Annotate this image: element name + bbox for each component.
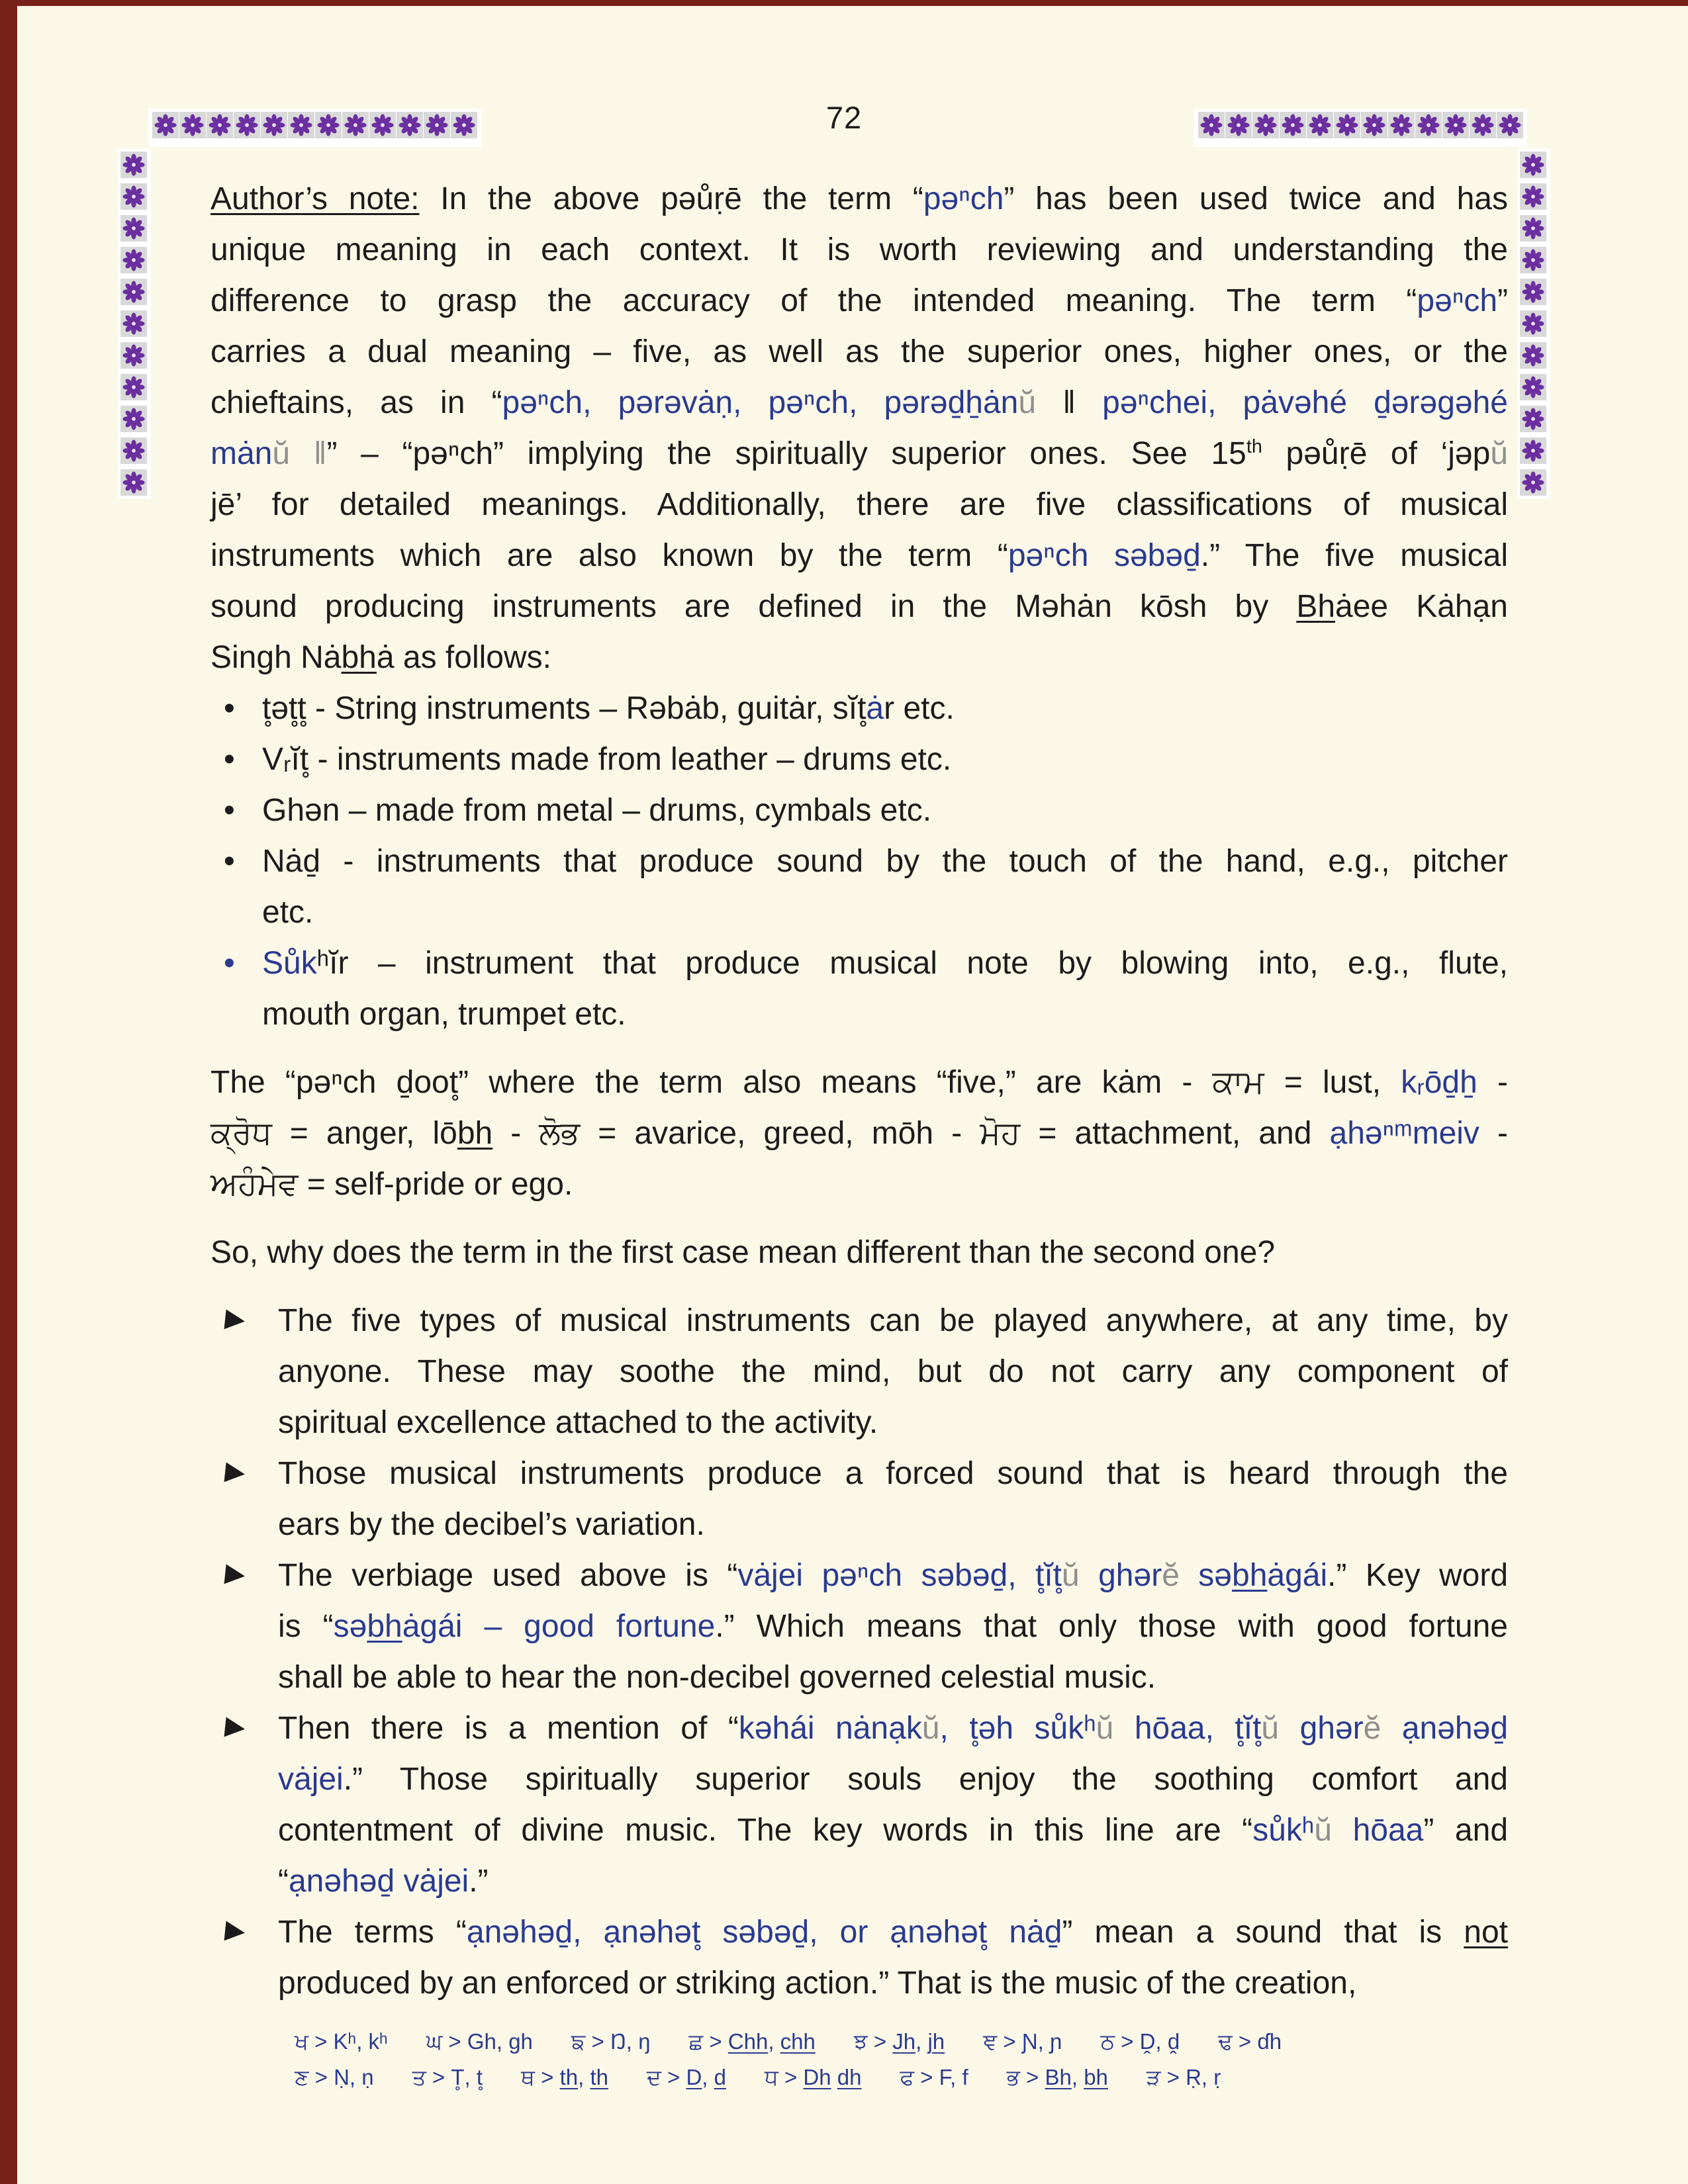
text-segment: ੜ > Ṛ, ṛ bbox=[1146, 2065, 1221, 2089]
transliteration-cell bbox=[426, 2024, 533, 2060]
flower-ornament-icon bbox=[1309, 114, 1331, 136]
text-segment: Vᵣĭt̥ - instruments made from leather – drums etc. bbox=[262, 742, 952, 777]
flower-ornament bbox=[1520, 342, 1546, 369]
transliteration-cell bbox=[900, 2060, 968, 2095]
text-segment: - bbox=[1479, 1116, 1508, 1151]
transliteration-cell bbox=[983, 2024, 1062, 2060]
flower-ornament-icon bbox=[1522, 185, 1544, 208]
flower-ornament-icon bbox=[1522, 249, 1544, 271]
transliteration-cell bbox=[765, 2060, 861, 2095]
text-segment: etc. bbox=[262, 895, 314, 930]
transliteration-cell bbox=[295, 2024, 388, 2060]
text-segment: Then there is a mention of “ bbox=[278, 1711, 739, 1746]
text-line bbox=[211, 1397, 1508, 1448]
flower-ornament-icon bbox=[426, 114, 448, 136]
text-segment: ghər bbox=[1279, 1711, 1364, 1746]
text-segment: ʰĭr – instrument that produce musical note by blowing into, e.g., flute, bbox=[316, 946, 1508, 981]
text-segment: Author’s note: bbox=[211, 181, 420, 216]
text-line bbox=[211, 377, 1508, 428]
transliteration-cell bbox=[1007, 2060, 1108, 2095]
flower-ornament bbox=[1334, 112, 1360, 138]
text-line bbox=[211, 632, 1508, 683]
text-segment: The terms “ bbox=[278, 1915, 467, 1950]
text-line bbox=[211, 479, 1508, 530]
flower-ornament-icon bbox=[209, 114, 231, 136]
text-segment: ” – “pəⁿch” implying the spiritually superior ones. See 15 bbox=[326, 436, 1246, 471]
transliteration-cell bbox=[571, 2024, 651, 2060]
text-segment: - ਲੋਭ = avarice, greed, mōh - ਮੋਹ = attachment, and bbox=[492, 1116, 1330, 1151]
flower-ornament bbox=[288, 112, 314, 138]
text-segment: pəⁿchei, pȧvəhé ḏərəgəhé bbox=[1102, 385, 1508, 420]
text-segment: ਞ > Ɲ, ɲ bbox=[983, 2029, 1062, 2054]
flower-ornament-icon bbox=[1522, 281, 1544, 303]
text-segment: sə bbox=[333, 1609, 367, 1644]
text-line bbox=[211, 1227, 1508, 1278]
text-segment: ŭ bbox=[921, 1711, 940, 1746]
flower-ornament-icon bbox=[399, 114, 421, 136]
flower-ornament-icon bbox=[344, 114, 367, 136]
transliteration-cell bbox=[854, 2024, 945, 2060]
text-segment: Chh bbox=[727, 2029, 769, 2054]
text-segment: pəⁿch bbox=[1417, 283, 1498, 318]
flower-ornament-icon bbox=[1472, 114, 1494, 136]
flower-ornament-icon bbox=[1522, 408, 1544, 430]
list-item bbox=[211, 1907, 1508, 1958]
list-item bbox=[211, 1703, 1508, 1754]
list-item bbox=[211, 1550, 1508, 1601]
flower-ornament-icon bbox=[122, 281, 145, 303]
text-line bbox=[211, 1805, 1508, 1856]
arrow-bullet-icon bbox=[224, 1717, 246, 1739]
text-segment: ạnəhəḏ vȧjei bbox=[288, 1864, 469, 1899]
text-line bbox=[211, 275, 1508, 326]
flower-ornament bbox=[179, 112, 206, 138]
text-segment: hōaa bbox=[1332, 1813, 1424, 1848]
page-number: 72 bbox=[825, 100, 863, 135]
flower-ornament-icon bbox=[1282, 114, 1304, 136]
text-segment: th bbox=[559, 2065, 579, 2089]
flower-ornament-icon bbox=[1522, 439, 1544, 462]
transliteration-row bbox=[295, 2060, 1460, 2095]
text-line bbox=[211, 1499, 1508, 1550]
text-line bbox=[211, 530, 1508, 581]
flower-ornament-icon bbox=[122, 217, 145, 240]
text-segment: ĕ bbox=[1363, 1711, 1382, 1746]
text-line bbox=[211, 1108, 1508, 1159]
text-line bbox=[211, 1652, 1508, 1703]
transliteration-cell bbox=[1100, 2024, 1180, 2060]
flower-ornament-icon bbox=[122, 344, 145, 367]
text-segment: , bbox=[915, 2029, 928, 2054]
text-segment: ạnəhəḏ, ạnəhət̥ səbəḏ, or ạnəhət̥ nȧḏ bbox=[466, 1915, 1062, 1950]
text-segment: ਘ > Gh, gh bbox=[426, 2029, 533, 2054]
text-segment: Dh bbox=[803, 2065, 831, 2089]
flower-ornament bbox=[1361, 112, 1387, 138]
bullet-icon: • bbox=[224, 742, 235, 777]
flower-ornament-icon bbox=[1390, 114, 1413, 136]
text-segment: .” Those spiritually superior souls enjoy the soothing comfort and bbox=[343, 1762, 1508, 1797]
flower-ornament bbox=[1252, 112, 1279, 138]
text-segment: ŭ ‖ bbox=[272, 436, 327, 471]
text-segment: ‖ bbox=[1036, 385, 1103, 420]
text-segment: ਕ੍ਰੋਧ = anger, lō bbox=[211, 1116, 457, 1151]
text-segment: So, why does the term in the first case mean different than the second one? bbox=[211, 1235, 1276, 1270]
text-segment: pəⁿch səbəḏ bbox=[1008, 538, 1201, 573]
flower-ornament-icon bbox=[1444, 114, 1467, 136]
text-segment: carries a dual meaning – five, as well as the superior ones, higher ones, or the bbox=[211, 334, 1508, 369]
text-line bbox=[211, 1958, 1508, 2009]
text-segment: spiritual excellence attached to the activity. bbox=[278, 1405, 878, 1440]
flower-ornament-icon bbox=[122, 376, 145, 398]
flower-ornament bbox=[397, 112, 423, 138]
text-segment: .” Which means that only those with good fortune bbox=[715, 1609, 1508, 1644]
text-segment: jē’ for detailed meanings. Additionally, there are five classifications of musical bbox=[211, 487, 1508, 522]
flower-ornament bbox=[369, 112, 396, 138]
text-segment: Ghən – made from metal – drums, cymbals etc. bbox=[262, 793, 932, 828]
arrow-bullet-icon bbox=[224, 1565, 246, 1586]
text-segment: d bbox=[714, 2065, 726, 2089]
flower-ornament bbox=[1388, 112, 1415, 138]
text-segment: Jh bbox=[892, 2029, 916, 2054]
text-segment: Those musical instruments produce a forced sound that is heard through the bbox=[278, 1456, 1508, 1491]
flower-ornament bbox=[261, 112, 287, 138]
text-segment: ” has been used twice and has bbox=[1004, 181, 1509, 216]
text-segment: bh bbox=[367, 1609, 402, 1644]
text-segment: ȧ as follows: bbox=[376, 640, 551, 675]
text-segment: sůkʰ bbox=[1252, 1813, 1315, 1848]
text-line bbox=[211, 428, 1508, 479]
text-segment: hōaa, t̥ĭt̥ bbox=[1113, 1711, 1262, 1746]
text-segment: pəůṛē of ‘jəp bbox=[1262, 436, 1491, 471]
text-segment: ŭ bbox=[1314, 1813, 1333, 1848]
flower-ornament bbox=[1520, 310, 1546, 337]
transliteration-cell bbox=[689, 2024, 816, 2060]
text-segment: is “ bbox=[278, 1609, 334, 1644]
text-segment: , t̥əh sůkʰ bbox=[939, 1711, 1096, 1746]
flower-ornament bbox=[120, 279, 147, 305]
flower-ornament-icon bbox=[371, 114, 394, 136]
flower-ornament bbox=[1307, 112, 1333, 138]
text-line bbox=[211, 1346, 1508, 1397]
text-segment: ਤ > T̥, t̥ bbox=[412, 2065, 483, 2089]
flower-ornament bbox=[1442, 112, 1469, 138]
text-segment: The verbiage used above is “ bbox=[278, 1558, 738, 1593]
flower-ornament bbox=[120, 469, 147, 496]
flower-ornament bbox=[424, 112, 450, 138]
body-text bbox=[211, 173, 1508, 2009]
text-line bbox=[211, 173, 1508, 224]
text-segment: kəhái nȧnạk bbox=[738, 1711, 922, 1746]
arrow-bullet-icon bbox=[224, 1310, 246, 1332]
text-segment: .” bbox=[469, 1864, 489, 1899]
bullet-icon: • bbox=[224, 691, 235, 726]
flower-ornament bbox=[1225, 112, 1252, 138]
text-line bbox=[211, 581, 1508, 632]
flower-ornament-icon bbox=[1227, 114, 1250, 136]
text-segment: Nȧḏ - instruments that produce sound by the touch of the hand, e.g., pitcher bbox=[262, 844, 1508, 879]
text-segment: r etc. bbox=[884, 691, 955, 726]
bullet-icon: • bbox=[224, 946, 235, 981]
flower-ornament-icon bbox=[1522, 344, 1544, 367]
transliteration-row bbox=[295, 2024, 1460, 2060]
text-segment: sə bbox=[1179, 1558, 1232, 1593]
text-segment: “ bbox=[278, 1864, 289, 1899]
arrow-bullet-icon bbox=[224, 1921, 246, 1943]
text-segment: vȧjei bbox=[278, 1762, 344, 1797]
text-segment: th bbox=[1246, 436, 1262, 457]
text-line bbox=[211, 1601, 1508, 1652]
text-segment: ạhəⁿᵐmeiv bbox=[1329, 1116, 1479, 1151]
text-line bbox=[211, 224, 1508, 275]
text-segment: ” mean a sound that is bbox=[1062, 1915, 1464, 1950]
ornament-border-left bbox=[118, 148, 151, 499]
text-segment: ŭ bbox=[1261, 1711, 1280, 1746]
text-line bbox=[211, 1754, 1508, 1805]
text-line bbox=[211, 1856, 1508, 1907]
flower-ornament-icon bbox=[122, 471, 145, 494]
flower-ornament bbox=[152, 112, 179, 138]
flower-ornament bbox=[1198, 112, 1225, 138]
text-segment: ਢ > ɗh bbox=[1218, 2029, 1282, 2054]
text-segment: ȧee Kȧhạn bbox=[1335, 589, 1508, 624]
flower-ornament-icon bbox=[1254, 114, 1277, 136]
text-line bbox=[211, 989, 1508, 1040]
flower-ornament bbox=[120, 406, 147, 432]
text-segment: ŭ bbox=[1096, 1711, 1114, 1746]
text-segment: chieftains, as in “ bbox=[211, 385, 502, 420]
text-segment: ਭ > bbox=[1006, 2065, 1045, 2089]
flower-ornament bbox=[315, 112, 342, 138]
text-segment: - bbox=[1477, 1065, 1508, 1100]
flower-ornament bbox=[1520, 279, 1546, 305]
flower-ornament-icon bbox=[1417, 114, 1440, 136]
flower-ornament bbox=[120, 183, 147, 210]
list-item bbox=[211, 938, 1508, 989]
flower-ornament bbox=[120, 247, 147, 273]
transliteration-cell bbox=[647, 2060, 726, 2095]
text-segment: ਙ > Ŋ, ŋ bbox=[571, 2029, 651, 2054]
flower-ornament bbox=[1280, 112, 1306, 138]
text-segment: , bbox=[702, 2065, 714, 2089]
flower-ornament-icon bbox=[1522, 217, 1544, 240]
text-segment: The “pəⁿch ḏoot̥” where the term also means “five,” are kȧm - ਕਾਮ = lust, bbox=[211, 1065, 1401, 1100]
text-segment: bh bbox=[341, 640, 377, 675]
text-segment: chh bbox=[780, 2029, 816, 2054]
list-item bbox=[211, 734, 1508, 785]
text-segment: shall be able to hear the non-decibel governed celestial music. bbox=[278, 1660, 1156, 1695]
text-segment: ਣ > Ṇ, ṇ bbox=[295, 2065, 374, 2089]
text-segment: bh bbox=[1084, 2065, 1108, 2089]
flower-ornament bbox=[342, 112, 369, 138]
flower-ornament-icon bbox=[1363, 114, 1385, 136]
text-segment: ŭ bbox=[1018, 385, 1037, 420]
page-top-edge bbox=[0, 0, 1688, 6]
flower-ornament-icon bbox=[122, 154, 145, 176]
text-segment: not bbox=[1464, 1915, 1509, 1950]
transliteration-cell bbox=[521, 2060, 608, 2095]
flower-ornament-icon bbox=[263, 114, 285, 136]
text-segment: dh bbox=[837, 2065, 862, 2089]
text-segment: In the above pəůṛē the term “ bbox=[419, 181, 923, 216]
flower-ornament-icon bbox=[236, 114, 258, 136]
text-segment: ŭ bbox=[1490, 436, 1509, 471]
text-segment: ਦ > bbox=[646, 2065, 686, 2089]
list-item bbox=[211, 1295, 1508, 1346]
bullet-icon: • bbox=[224, 793, 235, 828]
transliteration-cell bbox=[1147, 2060, 1221, 2095]
text-segment: ਥ > bbox=[521, 2065, 560, 2089]
flower-ornament bbox=[120, 215, 147, 242]
text-segment: ਖ > Kʰ, kʰ bbox=[295, 2029, 388, 2054]
flower-ornament-icon bbox=[1499, 114, 1521, 136]
flower-ornament bbox=[1520, 406, 1546, 432]
flower-ornament-icon bbox=[1336, 114, 1358, 136]
transliteration-cell bbox=[412, 2060, 483, 2095]
flower-ornament-icon bbox=[122, 439, 145, 462]
text-segment: ਫ > F, f bbox=[900, 2065, 968, 2089]
list-item bbox=[211, 785, 1508, 836]
text-segment: unique meaning in each context. It is worth reviewing and understanding the bbox=[211, 232, 1508, 267]
text-segment: ਧ > bbox=[764, 2065, 804, 2089]
book-binding-edge bbox=[0, 0, 17, 2184]
text-segment: , bbox=[1071, 2065, 1084, 2089]
flower-ornament bbox=[1520, 152, 1546, 178]
text-line bbox=[211, 326, 1508, 377]
text-segment: ĕ bbox=[1162, 1558, 1180, 1593]
text-segment: ạnəhəḏ bbox=[1381, 1711, 1509, 1746]
text-segment: mȧn bbox=[211, 436, 273, 471]
flower-ornament-icon bbox=[453, 114, 475, 136]
text-segment: pəⁿch, pərəvȧṇ, pəⁿch, pərəḏẖȧn bbox=[502, 385, 1019, 420]
flower-ornament bbox=[207, 112, 233, 138]
flower-ornament-icon bbox=[122, 249, 145, 271]
flower-ornament bbox=[234, 112, 260, 138]
text-segment: ŭ bbox=[1062, 1558, 1080, 1593]
transliteration-cell bbox=[1218, 2024, 1282, 2060]
flower-ornament bbox=[1470, 112, 1496, 138]
text-segment: Bh bbox=[1045, 2065, 1072, 2089]
text-segment: t̥ət̥t̥ - String instruments – Rəbȧb, guitȧr, sĭt̥ bbox=[262, 691, 867, 726]
text-segment: th bbox=[590, 2065, 608, 2089]
text-segment: bh bbox=[1232, 1558, 1268, 1593]
text-segment: ȧ bbox=[866, 691, 884, 726]
flower-ornament bbox=[1415, 112, 1442, 138]
text-segment: bh bbox=[457, 1116, 493, 1151]
ornament-border-top-left bbox=[148, 109, 481, 147]
text-segment: difference to grasp the accuracy of the intended meaning. The term “ bbox=[211, 283, 1417, 318]
text-line bbox=[211, 887, 1508, 938]
text-segment: kᵣōḏẖ bbox=[1401, 1065, 1477, 1100]
flower-ornament-icon bbox=[1522, 154, 1544, 176]
text-segment: mouth organ, trumpet etc. bbox=[262, 997, 626, 1032]
flower-ornament-icon bbox=[290, 114, 312, 136]
flower-ornament-icon bbox=[1522, 376, 1544, 398]
flower-ornament bbox=[1520, 183, 1546, 210]
text-segment: , bbox=[578, 2065, 590, 2089]
text-segment: contentment of divine music. The key words in this line are “ bbox=[278, 1813, 1253, 1848]
text-segment: ” bbox=[1497, 283, 1508, 318]
text-segment: produced by an enforced or striking action.” That is the music of the creation, bbox=[278, 1966, 1357, 2001]
flower-ornament bbox=[451, 112, 477, 138]
text-segment: ȧgái – good fortune bbox=[402, 1609, 716, 1644]
flower-ornament-icon bbox=[317, 114, 340, 136]
list-item bbox=[211, 1448, 1508, 1499]
text-segment: ghər bbox=[1079, 1558, 1162, 1593]
flower-ornament bbox=[120, 342, 147, 369]
flower-ornament bbox=[120, 152, 147, 178]
text-line bbox=[211, 1057, 1508, 1108]
flower-ornament-icon bbox=[122, 185, 145, 208]
text-segment: anyone. These may soothe the mind, but do not carry any component of bbox=[278, 1354, 1508, 1389]
text-segment: ਠ > Ḓ, ḓ bbox=[1100, 2029, 1180, 2054]
flower-ornament bbox=[1520, 469, 1546, 496]
text-segment: , bbox=[768, 2029, 780, 2054]
flower-ornament-icon bbox=[122, 408, 145, 430]
transliteration-key bbox=[295, 2024, 1460, 2095]
flower-ornament bbox=[1520, 437, 1546, 464]
flower-ornament-icon bbox=[154, 114, 177, 136]
text-segment: .” The five musical bbox=[1200, 538, 1508, 573]
text-segment: The five types of musical instruments can be played anywhere, at any time, by bbox=[278, 1303, 1508, 1338]
text-segment: sound producing instruments are defined in the Məhȧn kōsh by bbox=[211, 589, 1297, 624]
text-segment: ਝ > bbox=[853, 2029, 893, 2054]
flower-ornament bbox=[120, 374, 147, 400]
flower-ornament-icon bbox=[1200, 114, 1223, 136]
flower-ornament-icon bbox=[181, 114, 204, 136]
arrow-bullet-icon bbox=[224, 1463, 246, 1484]
flower-ornament bbox=[1520, 374, 1546, 400]
ornament-border-top-right bbox=[1194, 109, 1527, 147]
text-segment bbox=[831, 2065, 837, 2089]
flower-ornament-icon bbox=[122, 312, 145, 335]
bullet-icon: • bbox=[224, 844, 235, 879]
flower-ornament bbox=[1497, 112, 1523, 138]
flower-ornament-icon bbox=[1522, 312, 1544, 335]
text-segment: vȧjei pəⁿch səbəḏ, t̥ĭt̥ bbox=[737, 1558, 1062, 1593]
text-segment: ਅਹੰਮੇਵ = self-pride or ego. bbox=[211, 1167, 573, 1202]
text-segment: pəⁿch bbox=[923, 181, 1004, 216]
transliteration-cell bbox=[295, 2060, 374, 2095]
text-segment: ਛ > bbox=[688, 2029, 728, 2054]
text-segment: ” and bbox=[1423, 1813, 1509, 1848]
list-item bbox=[211, 683, 1508, 734]
text-segment: ȧgái bbox=[1267, 1558, 1328, 1593]
text-segment: instruments which are also known by the term “ bbox=[211, 538, 1008, 573]
text-line bbox=[211, 1159, 1508, 1210]
flower-ornament bbox=[1520, 247, 1546, 273]
flower-ornament bbox=[1520, 215, 1546, 242]
list-item bbox=[211, 836, 1508, 887]
flower-ornament bbox=[120, 310, 147, 337]
flower-ornament bbox=[120, 437, 147, 464]
text-segment: Singh Nȧ bbox=[211, 640, 342, 675]
ornament-border-right bbox=[1517, 148, 1550, 499]
text-segment: .” Key word bbox=[1327, 1558, 1509, 1593]
text-segment: D bbox=[686, 2065, 702, 2089]
text-segment: Sůk bbox=[262, 946, 317, 981]
text-segment: ears by the decibel’s variation. bbox=[278, 1507, 705, 1542]
flower-ornament-icon bbox=[1522, 471, 1544, 494]
text-segment: Bh bbox=[1296, 589, 1336, 624]
text-segment: jh bbox=[927, 2029, 945, 2054]
